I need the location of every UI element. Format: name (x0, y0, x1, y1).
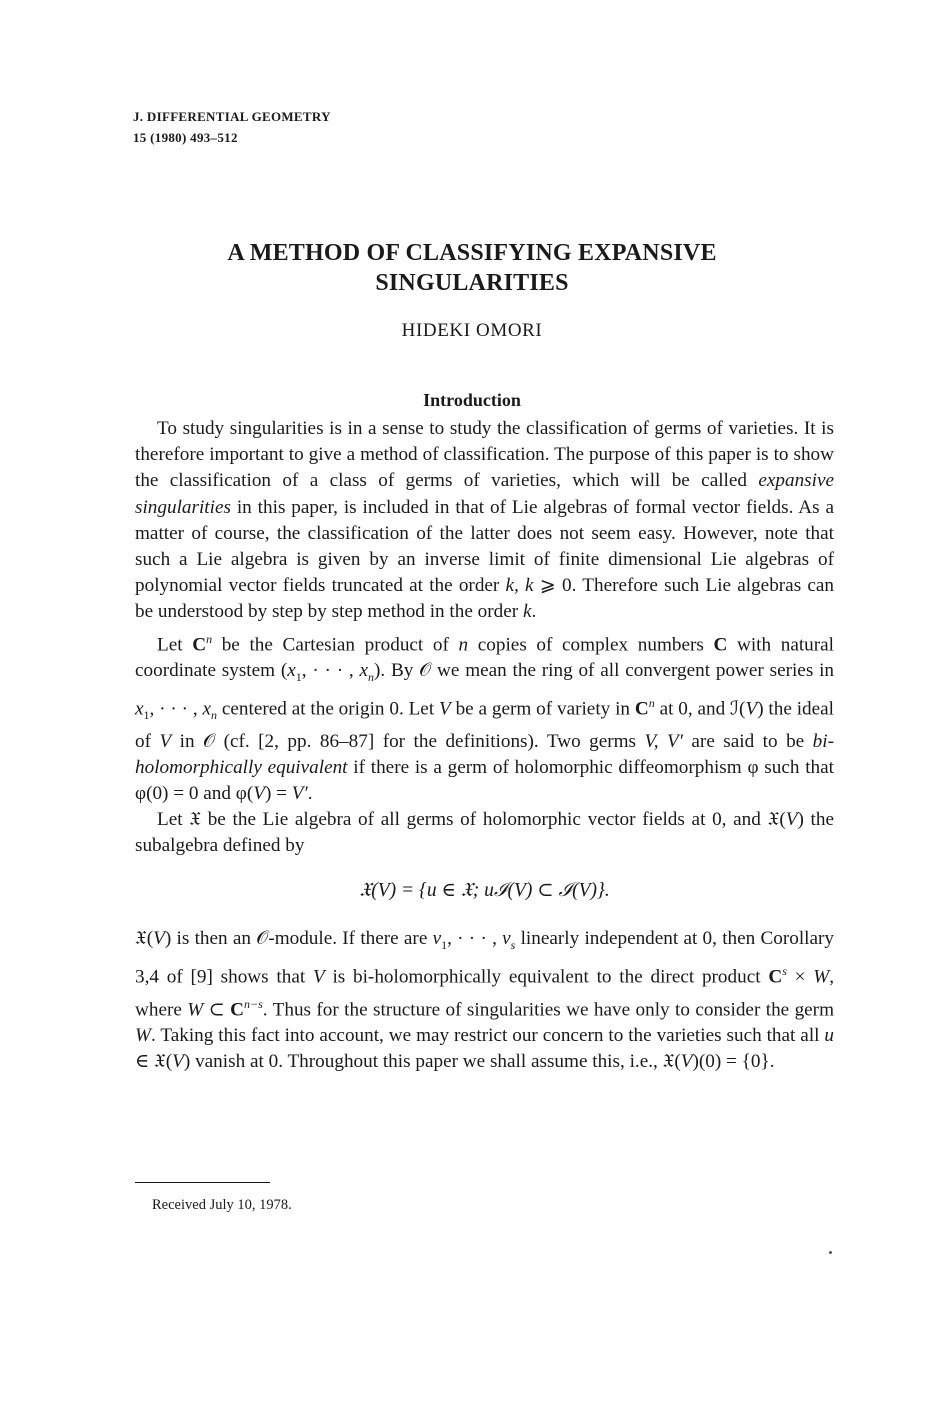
text-run: in 𝒪 (cf. [2, pp. 86–87] for the definitions). Two germs (171, 730, 645, 752)
math-sub: 1 (143, 708, 150, 723)
title-line-1: A METHOD OF CLASSIFYING EXPANSIVE (227, 240, 717, 266)
math-sup: n (648, 696, 655, 711)
math-sup: s (782, 963, 787, 978)
text-run: )(0) = {0}. (692, 1051, 775, 1073)
text-run: × (786, 966, 814, 988)
text-run: are said to be (682, 730, 813, 752)
text-run: , · · · , (447, 927, 503, 949)
math-var: x (202, 698, 212, 720)
paper-title (0, 238, 944, 298)
text-run: , · · · , (301, 660, 360, 682)
math-sup: n−s (244, 996, 263, 1011)
text-run: copies of complex numbers (468, 634, 714, 656)
text-run: ⩾ 0. Therefore such Lie algebras can be understood by step by step method in the order (135, 575, 834, 623)
math-bold: C (713, 634, 728, 656)
footnote-divider (135, 1182, 270, 1183)
math-var: V (312, 966, 325, 988)
text-run: , · · · , (149, 698, 203, 720)
math-var: n (458, 634, 469, 656)
paragraph-4 (135, 926, 834, 1076)
paragraph-2 (135, 626, 834, 808)
text-run: . Thus for the structure of singularities we have only to consider the germ (262, 998, 834, 1020)
text-run: be the Cartesian product of (212, 634, 459, 656)
text-run: ) the ideal of (135, 698, 834, 752)
math-var: V (172, 1051, 184, 1073)
math-sub: n (368, 670, 375, 685)
text-run: ) is then an 𝒪-module. If there are (164, 927, 433, 949)
emphasis-term: bi-holomorphically equivalent (135, 730, 834, 778)
math-sub: n (211, 708, 218, 723)
math-var: x (135, 698, 144, 720)
math-var: V (785, 809, 798, 831)
journal-header (133, 106, 331, 148)
emphasis-term: expansive singularities (135, 470, 834, 518)
text-run: . Taking this fact into account, we may restrict our concern to the varieties such that all (150, 1025, 825, 1047)
journal-name: J. DIFFERENTIAL GEOMETRY (133, 109, 331, 124)
math-var: u (824, 1025, 834, 1047)
author-name: HIDEKI OMORI (401, 320, 543, 341)
paragraph-3 (135, 807, 834, 859)
math-var: k, k (505, 575, 534, 597)
math-var: V, V′ (644, 730, 683, 752)
text-run: be a germ of variety in (450, 698, 635, 720)
footnote-received: Received July 10, 1978. (152, 1197, 292, 1213)
math-var: x (359, 660, 369, 682)
math-var: W (813, 966, 830, 988)
text-run: with natural coordinate system ( (135, 634, 835, 682)
math-sub: 1 (295, 670, 302, 685)
text-run: , where (135, 966, 834, 1020)
text-run: Let 𝔛 be the Lie algebra of all germs of holomorphic vector fields at 0, and 𝔛( (157, 809, 786, 831)
section-heading: Introduction (423, 390, 521, 410)
text-run: . (531, 601, 537, 623)
text-run: at 0, and ℐ( (654, 698, 746, 720)
math-var: v (502, 927, 511, 949)
text-run: centered at the origin 0. Let (217, 698, 439, 720)
text-run: ) the subalgebra defined by (135, 809, 834, 857)
text-run: . (307, 783, 313, 805)
math-bold: C (634, 698, 649, 720)
text-run: if there is a germ of holomorphic diffeomorphism φ such that φ(0) = 0 and φ( (135, 756, 834, 805)
scan-speck (829, 1251, 832, 1254)
math-bold: C (768, 966, 783, 988)
text-run: To study singularities is in a sense to study the classification of germs of varieties. It is therefore important to give a method of classification. The purpose of this paper is to show the classification of a class of germs of varieties, which will be called (135, 418, 834, 492)
math-bold: C (230, 998, 244, 1020)
math-var: x (287, 660, 296, 682)
text-run: ) vanish at 0. Throughout this paper we shall assume this, i.e., 𝔛( (183, 1051, 681, 1073)
math-var: V (253, 783, 265, 805)
title-line-2: SINGULARITIES (375, 270, 569, 296)
math-var: v (432, 927, 442, 949)
journal-volume: 15 (1980) 493–512 (133, 130, 238, 145)
text-run: is bi-holomorphically equivalent to the direct product (324, 966, 769, 988)
display-equation: 𝔛(V) = {u ∈ 𝔛; uℐ(V) ⊂ ℐ(V)}. (359, 879, 610, 901)
math-var: V (439, 698, 451, 720)
text-run: ∈ 𝔛( (135, 1051, 173, 1073)
math-var: W (135, 1025, 151, 1047)
math-var: V′ (291, 783, 308, 805)
math-var: V (159, 730, 172, 752)
math-var: V (680, 1051, 693, 1073)
math-bold: C (192, 634, 207, 656)
math-var: V (153, 927, 165, 949)
text-run: ). By 𝒪 we mean the ring of all convergent power series in (374, 660, 835, 682)
math-var: V (745, 698, 758, 720)
text-run: in this paper, is included in that of Lie algebras of formal vector fields. As a matter of course, the classification of the latter does not seem easy. However, note that such a Lie algebra is given by an inverse limit of finite dimensional Lie algebras of polynomial vector fields truncated at the order (135, 496, 834, 597)
math-var: W (187, 998, 204, 1020)
text-run: Let (157, 634, 193, 656)
paragraph-1 (135, 416, 834, 626)
text-run: linearly independent at 0, then Corollary 3,4 of [9] shows that (135, 927, 835, 988)
math-sub: 1 (441, 937, 448, 952)
math-var: k (522, 601, 532, 623)
math-sup: n (206, 631, 213, 646)
body-text (135, 416, 834, 1076)
text-run: ) = (264, 783, 292, 805)
math-sub: s (510, 937, 516, 952)
text-run: ⊂ (203, 998, 231, 1020)
text-run: 𝔛( (135, 927, 154, 949)
